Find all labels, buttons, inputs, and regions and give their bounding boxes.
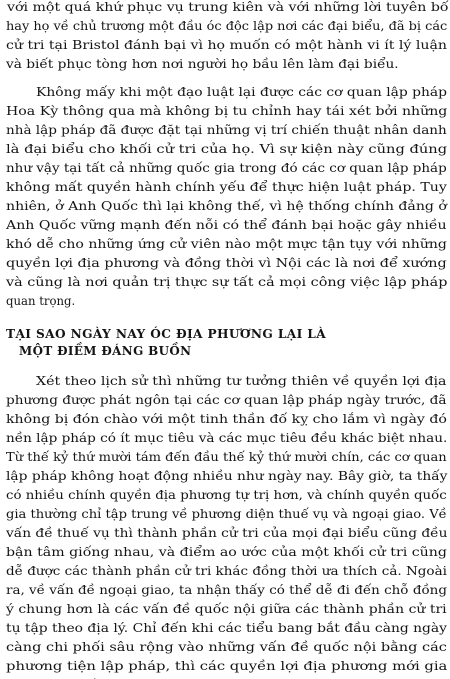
text-line: không mất quyền hành chính yếu để thực hiện luật pháp. Tuy [6, 180, 447, 194]
text-line: và cũng là nơi quản trị thực sự tất cả mọi công việc lập pháp [6, 275, 448, 289]
text-line: tụ tập theo địa lý. Chỉ đến khi các tiểu bang bắt đầu càng ngày [6, 621, 448, 635]
text-line: phương được phát ngôn tại các cơ quan lập pháp ngày trước, đã [6, 393, 447, 407]
text-line: và biết phục tòng hơn nơi người họ bầu lên làm đại biểu. [6, 57, 399, 71]
text-line: không bị đón chào với một tinh thần đố kỵ cho lắm vì ngày đó [6, 412, 447, 426]
text-line: Anh Quốc vững mạnh đến nỗi có thể đánh bại hoặc gây nhiều [6, 218, 447, 232]
text-line: bận tâm giống nhau, và điểm ao ước của một khối cử tri cũng [6, 545, 447, 559]
text-line: gia thường chỉ tập trung về phương diện thuế vụ và ngoại giao. Về [6, 507, 447, 521]
text-line: nhà lập pháp đã được đặt tại những vị trí chiến thuật nhân danh [6, 123, 447, 137]
text-line: là đại biểu cho khối cử tri của họ. Vì sự kiện này cũng đúng [6, 142, 448, 156]
text-line: quyền lợi địa phương và đồng thời vì Nội các là nơi để xướng [6, 256, 447, 270]
text-line: càng chi phối sâu rộng vào những vấn đề quốc nội bằng các [6, 640, 447, 654]
text-line: có nhiều chính quyền địa phương tự trị hơn, và chính quyền quốc [6, 488, 447, 502]
text-line: nhiên, ở Anh Quốc thì lại không thế, vì hệ thống chính đảng ở [6, 199, 447, 213]
text-line: Từ thế kỷ thứ mười tám đến đầu thế kỷ thứ mười chín, các cơ quan [6, 450, 447, 464]
text-line: hay họ về chủ trương một đầu óc độc lập nơi các đại biểu, đã bị các [6, 19, 448, 33]
text-line: phương tiện lập pháp, thì các quyền lợi địa phương mới gia [6, 659, 448, 673]
text-line: Hoa Kỳ thông qua mà không bị tu chỉnh hay tái xét bởi những [6, 104, 448, 118]
text-line: như vậy tại tất cả những quốc gia trong đó các cơ quan lập pháp [6, 161, 447, 175]
text-line: khó dễ cho những ứng cử viên nào một mực tận tụy với những [6, 237, 447, 251]
text-line: Xét theo lịch sử thì những tư tưởng thiên về quyền lợi địa [36, 374, 447, 388]
section-heading-line-2: MỘT ĐIỀM ĐÁNG BUỒN [19, 343, 192, 358]
text-line: dễ được các thành phần cử tri khác đồng thời ưa thích cả. Ngoài [6, 564, 447, 578]
text-line: lập pháp không hoạt động nhiều như ngày nay. Bây giờ, ta thấy [6, 469, 448, 483]
text-line: ý chung hơn là các vấn đề quốc nội giữa các thành phần cử tri [6, 602, 447, 616]
text-line: nền lập pháp có ít mục tiêu và các mục tiêu đều khác biệt nhau. [6, 431, 448, 445]
text-line: ra, về vấn đề ngoại giao, ta nhận thấy có thể dễ đi đến chỗ đồng [6, 583, 447, 597]
text-line: vấn đề thuế vụ thì thành phần cử tri của mọi đại biểu cũng đều [6, 526, 448, 540]
section-heading-line-1: TẠI SAO NGÀY NAY ÓC ĐỊA PHƯƠNG LẠI LÀ [6, 326, 327, 341]
text-line: Không mấy khi một đạo luật lại được các cơ quan lập pháp [36, 85, 448, 99]
text-line: cử tri tại Bristol đánh bại vì họ muốn có một hành vi ít lý luận [6, 38, 447, 52]
text-line: với một quá khứ phục vụ trung kiên và với những lời tuyên bố [7, 0, 449, 14]
text-line: quan trọng. [6, 294, 76, 308]
